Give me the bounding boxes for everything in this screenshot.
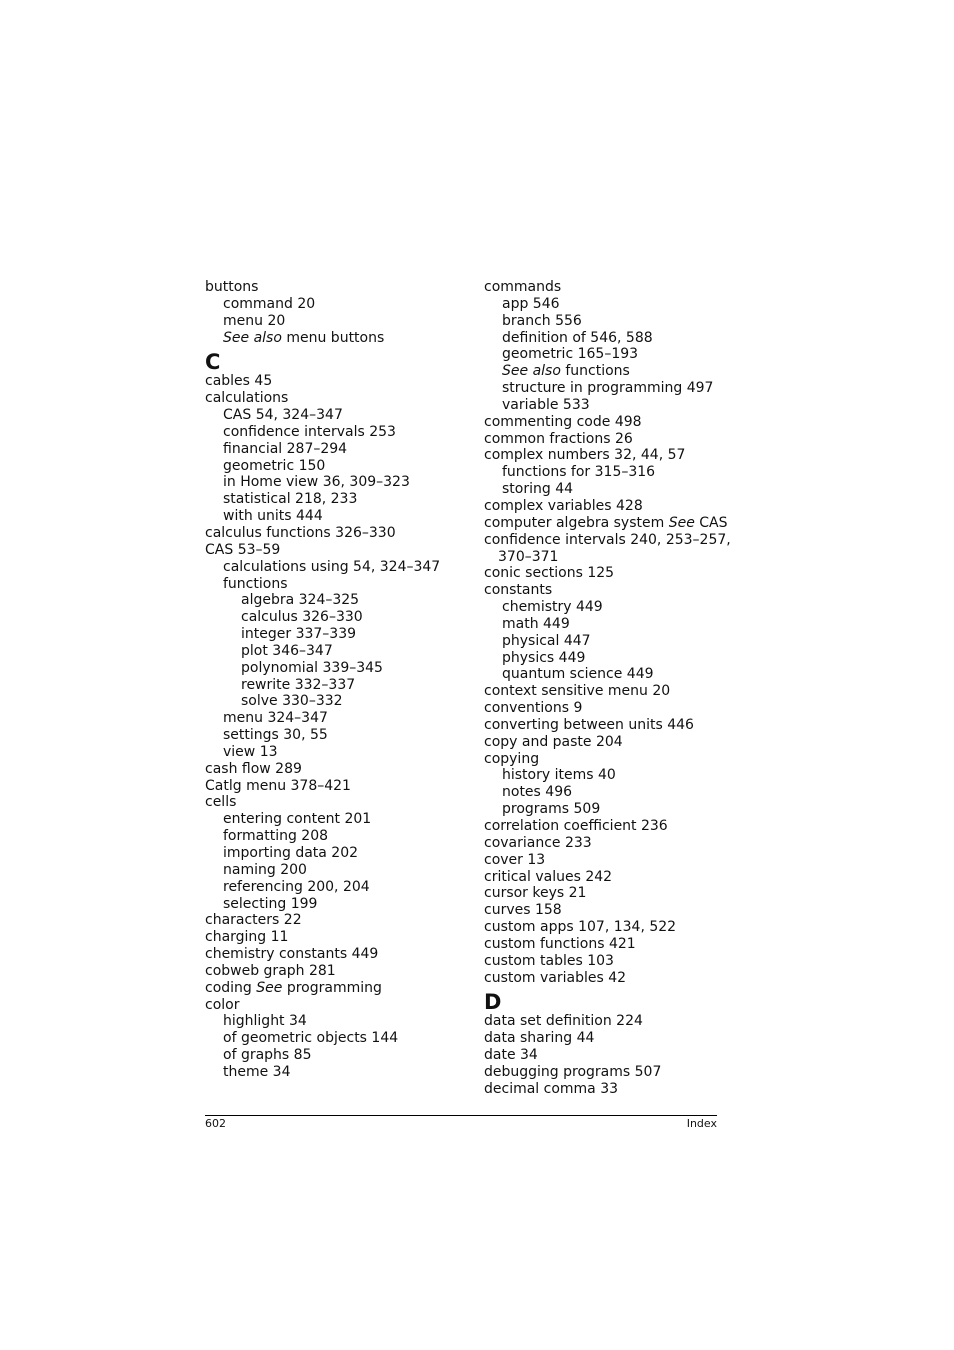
- index-entry-text: importing data 202: [223, 845, 359, 861]
- index-entry-text: charging 11: [205, 929, 289, 946]
- index-entry-text: date 34: [484, 1047, 538, 1064]
- index-entry-text: geometric 165–193: [502, 346, 639, 363]
- index-entry: [484, 902, 724, 919]
- index-subentry: [205, 828, 470, 845]
- index-entry-text: color: [205, 996, 240, 1013]
- index-column-left: [205, 279, 470, 1081]
- index-entry-text: constants: [484, 582, 553, 599]
- index-letter-heading: D: [484, 990, 502, 1015]
- index-entry-text: custom apps 107, 134, 522: [484, 919, 677, 936]
- index-subentry: [484, 313, 724, 330]
- index-entry-text: programs 509: [502, 801, 601, 818]
- index-entry: [484, 700, 724, 717]
- index-entry-text: functions: [560, 363, 630, 380]
- index-entry-text: variable 533: [502, 396, 590, 413]
- index-subentry: [484, 633, 724, 650]
- index-subentry: [484, 481, 724, 498]
- index-entry: [484, 953, 724, 970]
- index-entry-text: functions: [223, 575, 288, 592]
- index-entry-text: complex variables 428: [484, 497, 643, 514]
- index-entry-text: calculus functions 326–330: [205, 524, 396, 541]
- index-entry-text: statistical 218, 233: [223, 491, 358, 508]
- index-entry-text: of graphs 85: [223, 1047, 312, 1064]
- index-entry-text: physical 447: [502, 632, 591, 649]
- index-entry: [205, 794, 470, 811]
- index-entry-text: confidence intervals 240, 253–257,: [484, 531, 731, 548]
- index-entry: [484, 970, 724, 987]
- index-entry-text: storing 44: [502, 481, 574, 498]
- index-entry: [484, 717, 724, 734]
- index-entry-text: complex numbers 32, 44, 57: [484, 447, 686, 464]
- index-subentry: [484, 666, 724, 683]
- index-entry-text: command 20: [223, 295, 316, 312]
- index-subentry: [484, 380, 724, 397]
- index-entry-text: integer 337–339: [241, 626, 357, 643]
- index-subentry: [205, 693, 470, 710]
- index-entry-text: context sensitive menu 20: [484, 683, 671, 700]
- index-subentry: [205, 1064, 470, 1081]
- index-entry-text: functions for 315–316: [502, 464, 656, 481]
- index-entry: [484, 1030, 724, 1047]
- index-entry: [484, 1064, 724, 1081]
- index-subentry: [205, 1047, 470, 1064]
- index-entry-text: chemistry 449: [502, 599, 603, 616]
- index-entry-text: copy and paste 204: [484, 733, 623, 750]
- index-entry-text: computer algebra system: [484, 514, 669, 531]
- cross-reference-label: See: [668, 514, 695, 531]
- index-entry-text: history items 40: [502, 767, 616, 784]
- footer-section-title: Index: [686, 1117, 717, 1130]
- index-entry-text: conic sections 125: [484, 565, 615, 582]
- index-entry: [484, 869, 724, 886]
- index-entry-text: confidence intervals 253: [223, 423, 396, 440]
- index-entry: [484, 885, 724, 902]
- index-subentry: [205, 508, 470, 525]
- index-entry-text: custom functions 421: [484, 935, 636, 952]
- index-subentry: [205, 643, 470, 660]
- index-entry-text: common fractions 26: [484, 430, 633, 447]
- index-entry-text: cursor keys 21: [484, 885, 587, 902]
- index-entry-text: physics 449: [502, 649, 586, 666]
- index-entry: [484, 751, 724, 768]
- index-entry-text: Catlg menu 378–421: [205, 777, 351, 794]
- index-entry-text: highlight 34: [223, 1013, 307, 1030]
- index-entry-text: calculations using 54, 324–347: [223, 558, 441, 575]
- footer-rule: [205, 1115, 717, 1116]
- index-entry: [205, 373, 470, 390]
- index-entry-text: coding: [205, 979, 257, 996]
- index-entry-text: CAS: [694, 514, 728, 531]
- index-entry-text: quantum science 449: [502, 666, 654, 683]
- index-entry-text: cobweb graph 281: [205, 962, 336, 979]
- index-entry-text: debugging programs 507: [484, 1063, 662, 1080]
- index-entry-text: calculus 326–330: [241, 609, 363, 626]
- index-entry-text: referencing 200, 204: [223, 878, 370, 895]
- index-entry-text: geometric 150: [223, 457, 326, 474]
- index-entry: [205, 929, 470, 946]
- index-entry-text: correlation coefficient 236: [484, 818, 668, 834]
- index-entry-text: menu buttons: [281, 329, 385, 346]
- index-entry-text: entering content 201: [223, 811, 372, 828]
- index-entry-text: of geometric objects 144: [223, 1030, 399, 1047]
- index-subentry: [484, 767, 724, 784]
- index-entry-text: cells: [205, 794, 237, 811]
- index-entry-text: copying: [484, 750, 540, 767]
- index-entry-text: chemistry constants 449: [205, 946, 379, 963]
- index-entry: [205, 390, 470, 407]
- index-subentry: [484, 599, 724, 616]
- index-subentry: [205, 660, 470, 677]
- index-entry-text: solve 330–332: [241, 693, 343, 710]
- index-entry-text: polynomial 339–345: [241, 659, 383, 676]
- index-entry-text: CAS 54, 324–347: [223, 407, 343, 424]
- index-entry-text: decimal comma 33: [484, 1080, 619, 1097]
- index-entry-text: app 546: [502, 295, 560, 312]
- index-subentry: [205, 862, 470, 879]
- index-entry-text: formatting 208: [223, 828, 329, 845]
- index-subentry: [484, 784, 724, 801]
- index-entry-text: menu 324–347: [223, 710, 328, 727]
- index-entry-text: curves 158: [484, 902, 562, 919]
- index-entry-text: cables 45: [205, 373, 273, 390]
- index-entry-text: selecting 199: [223, 895, 318, 912]
- index-entry: [205, 912, 470, 929]
- index-subentry: [484, 397, 724, 414]
- index-entry-text: settings 30, 55: [223, 727, 328, 744]
- index-entry: [205, 778, 470, 795]
- index-entry-text: characters 22: [205, 912, 302, 929]
- index-entry-text: naming 200: [223, 861, 307, 878]
- index-entry: [484, 1047, 724, 1064]
- index-subentry: [205, 576, 470, 593]
- index-subentry: [484, 801, 724, 818]
- index-entry: [484, 279, 724, 296]
- index-entry: [484, 835, 724, 852]
- index-entry-text: CAS 53–59: [205, 541, 281, 558]
- index-subentry: [484, 330, 724, 347]
- index-entry-text: plot 346–347: [241, 642, 333, 659]
- index-subentry: [205, 407, 470, 424]
- index-entry-text: converting between units 446: [484, 716, 694, 733]
- index-entry-text: algebra 324–325: [241, 592, 360, 609]
- page-number: 602: [205, 1117, 226, 1130]
- index-entry: [484, 683, 724, 700]
- index-entry: [484, 734, 724, 751]
- index-subentry: [205, 592, 470, 609]
- index-entry: [484, 1081, 724, 1098]
- index-subentry: [205, 330, 470, 347]
- index-subentry: [205, 677, 470, 694]
- index-letter-heading: C: [205, 350, 221, 375]
- index-entry: [484, 1013, 724, 1030]
- index-subentry: [205, 441, 470, 458]
- index-entry-text: custom tables 103: [484, 952, 614, 969]
- cross-reference-label: See also: [223, 329, 282, 346]
- index-entry: [484, 852, 724, 869]
- index-column-right: [484, 279, 731, 1098]
- index-entry-text: rewrite 332–337: [241, 676, 356, 693]
- index-entry: [484, 414, 724, 431]
- index-entry: [205, 525, 470, 542]
- index-entry-text: data sharing 44: [484, 1030, 595, 1047]
- index-subentry: [205, 296, 470, 313]
- index-entry-text: with units 444: [223, 508, 323, 525]
- index-entry: [484, 919, 724, 936]
- index-entry: [205, 997, 470, 1014]
- index-entry-text: in Home view 36, 309–323: [223, 474, 410, 491]
- index-entry-text: cash flow 289: [205, 760, 302, 777]
- index-entry: [484, 818, 724, 835]
- index-entry: [484, 514, 728, 532]
- index-entry: [205, 980, 470, 997]
- index-subentry: [484, 346, 724, 363]
- index-subentry: [205, 609, 470, 626]
- index-entry-text: financial 287–294: [223, 440, 348, 457]
- index-entry-text: critical values 242: [484, 868, 613, 885]
- index-entry: [205, 542, 470, 559]
- index-entry: [205, 963, 470, 980]
- index-entry-text: commenting code 498: [484, 413, 642, 430]
- index-entry: [484, 582, 724, 599]
- index-entry: [484, 565, 724, 582]
- index-subentry: [484, 464, 724, 481]
- index-subentry: [205, 744, 470, 761]
- index-subentry: [205, 491, 470, 508]
- index-entry: [205, 761, 470, 778]
- index-entry-text: covariance 233: [484, 834, 592, 851]
- index-entry: [484, 447, 724, 464]
- index-subentry: [205, 845, 470, 862]
- index-subentry: [205, 424, 470, 441]
- index-subentry: [205, 626, 470, 643]
- index-entry: [205, 946, 470, 963]
- index-entry-text: custom variables 42: [484, 969, 627, 986]
- index-subentry: [205, 879, 470, 896]
- index-subentry: [484, 650, 724, 667]
- index-entry-text: cover 13: [484, 851, 546, 868]
- index-subentry: [205, 458, 470, 475]
- index-subentry: [205, 559, 470, 576]
- index-entry: [205, 279, 470, 296]
- index-entry-text: theme 34: [223, 1063, 291, 1080]
- index-subentry: [205, 896, 470, 913]
- index-subentry: [484, 363, 724, 380]
- index-entry-text: programming: [282, 979, 382, 996]
- index-subentry: [205, 1030, 470, 1047]
- cross-reference-label: See also: [502, 363, 561, 380]
- index-entry-text: view 13: [223, 743, 278, 760]
- index-entry: [484, 498, 724, 515]
- index-entry-text: notes 496: [502, 784, 573, 801]
- index-entry: [484, 936, 724, 953]
- index-entry-continuation: [484, 549, 724, 566]
- index-subentry: [205, 710, 470, 727]
- index-entry-text: definition of 546, 588: [502, 329, 653, 346]
- index-subentry: [205, 811, 470, 828]
- index-subentry: [205, 313, 470, 330]
- index-subentry: [205, 474, 470, 491]
- cross-reference-label: See: [256, 979, 283, 996]
- index-entry-text: 370–371: [498, 548, 559, 565]
- index-entry-text: structure in programming 497: [502, 380, 714, 397]
- index-subentry: [205, 727, 470, 744]
- index-entry-text: data set definition 224: [484, 1013, 643, 1030]
- index-subentry: [484, 616, 724, 633]
- index-entry-text: commands: [484, 279, 562, 295]
- index-entry: [484, 531, 731, 549]
- index-entry-text: branch 556: [502, 312, 582, 329]
- index-entry-text: conventions 9: [484, 700, 583, 717]
- index-subentry: [484, 296, 724, 313]
- index-entry: [484, 431, 724, 448]
- index-entry-text: calculations: [205, 390, 289, 407]
- index-entry-text: menu 20: [223, 312, 286, 329]
- index-entry-text: buttons: [205, 279, 259, 295]
- index-subentry: [205, 1013, 470, 1030]
- index-entry-text: math 449: [502, 615, 570, 632]
